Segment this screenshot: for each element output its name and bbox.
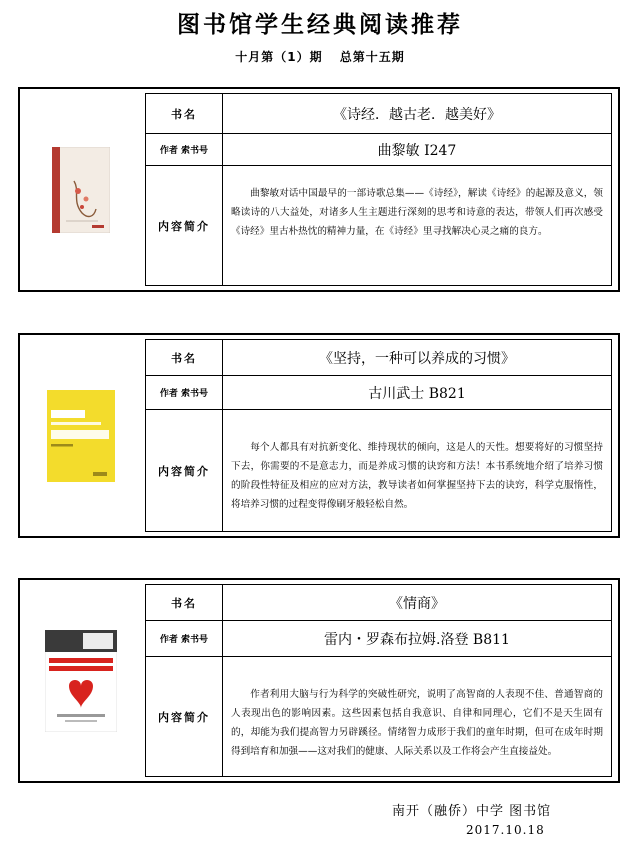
issue-line (0, 48, 640, 65)
book-info-table-3 (145, 584, 612, 777)
label-intro: 内容简介 (146, 166, 223, 285)
label-author-callno: 作者 索书号 (146, 376, 223, 410)
library-organization: 南开（融侨）中学 图书馆 (392, 804, 552, 819)
book-description-text-2: 每个人都具有对抗新变化、维持现状的倾向，这是人的天性。想要将好的习惯坚持下去，你需要的不是意志力，而是养成习惯的诀窍和方法！本书系统地介绍了培养习惯的阶段性特征及相应的应对方法，教导读者如何掌握坚持下去的诀窍，科学克服惰性，将培养习惯的过程变得像刷牙般轻松自然。 (231, 442, 603, 510)
book-description-text-3: 作者利用大脑与行为科学的突破性研究，说明了高智商的人表现不佳、普通智商的人表现出色的影响因素。这些因素包括自我意识、自律和同理心，它们不是天生固有的，却能为我们提高智力另辟蹊径。情绪智力成形于我们的童年时期，但可在成年时期得到培育和加强——这对我们的健康、人际关系以及工作将会产生直接益处。 (231, 689, 603, 757)
book-author-callno-2: 古川武士 B821 (223, 376, 611, 410)
book-title-1: 《诗经．越古老．越美好》 (223, 94, 611, 134)
cover-jianchi-image (47, 390, 115, 482)
book-author-callno-1: 曲黎敏 I247 (223, 134, 611, 166)
book-title-2: 《坚持，一种可以养成的习惯》 (223, 340, 611, 376)
book-description-1 (223, 166, 611, 285)
book-card-2 (18, 333, 620, 538)
book-description-2 (223, 410, 611, 531)
book-cover-2 (44, 335, 118, 536)
label-book-name: 书名 (146, 585, 223, 621)
label-intro: 内容简介 (146, 657, 223, 776)
book-card-1 (18, 87, 620, 292)
book-cover-1 (44, 89, 118, 290)
label-author-callno: 作者 索书号 (146, 134, 223, 166)
total-issue: 总第十五期 (339, 50, 405, 64)
page-title: 图书馆学生经典阅读推荐 (177, 12, 463, 38)
label-author-callno: 作者 索书号 (146, 621, 223, 657)
book-author-callno-3: 雷内・罗森布拉姆.洛登 B811 (223, 621, 611, 657)
label-book-name: 书名 (146, 94, 223, 134)
book-description-3 (223, 657, 611, 776)
cover-shijing-image (52, 147, 110, 233)
issue-number: 十月第（1）期 (235, 50, 323, 64)
book-description-text-1: 曲黎敏对话中国最早的一部诗歌总集——《诗经》，解读《诗经》的起源及意义，领略读诗的八大益处，对诸多人生主题进行深刻的思考和诗意的表达，带领人们再次感受《诗经》里古朴热忱的精神力量，在《诗经》里寻找解决心灵之痛的良方。 (231, 188, 603, 237)
book-cover-3 (44, 580, 118, 781)
book-title-3: 《情商》 (223, 585, 611, 621)
book-info-table-2 (145, 339, 612, 532)
book-card-3 (18, 578, 620, 783)
label-intro: 内容简介 (146, 410, 223, 531)
book-info-table-1 (145, 93, 612, 286)
publish-date: 2017.10.18 (466, 823, 545, 837)
cover-qingshang-image (45, 630, 117, 732)
label-book-name: 书名 (146, 340, 223, 376)
